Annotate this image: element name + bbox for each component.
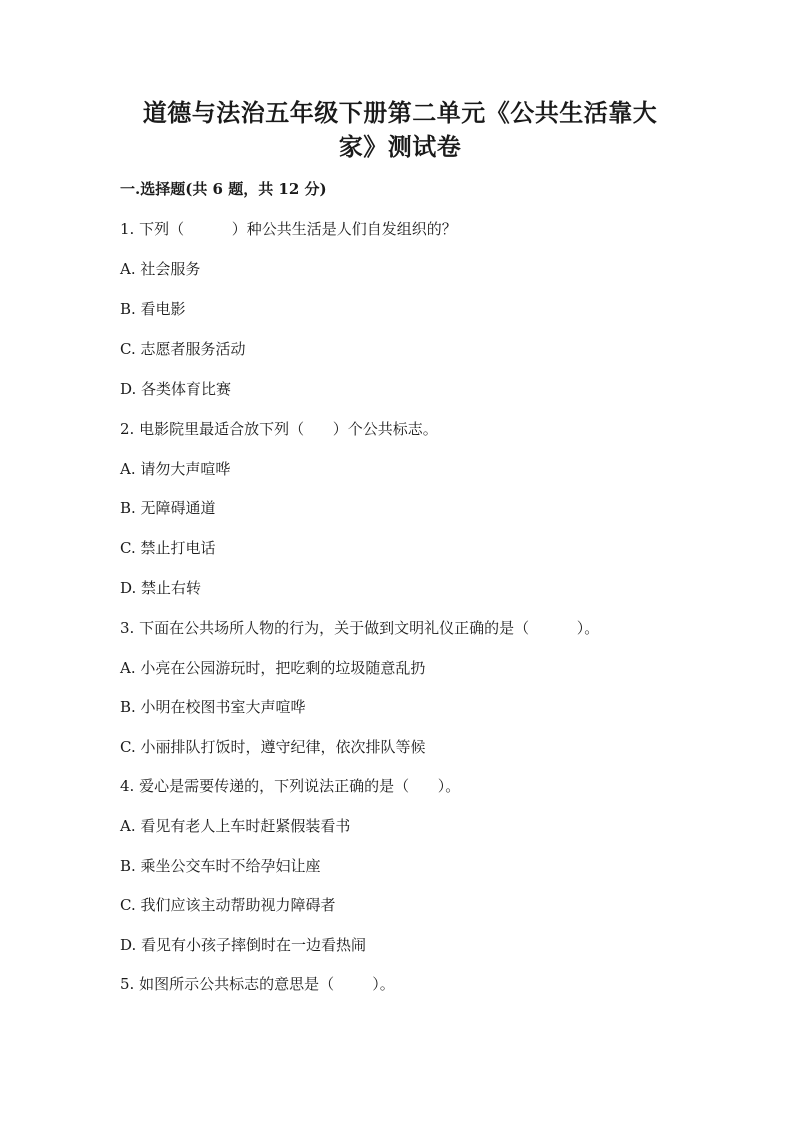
question-3-option-a: A. 小亮在公园游玩时，把吃剩的垃圾随意乱扔	[120, 659, 426, 677]
question-1-stem: 1. 下列（ ）种公共生活是人们自发组织的？	[120, 220, 457, 238]
exam-title-line-1: 道德与法治五年级下册第二单元《公共生活靠大	[142, 98, 658, 127]
question-1-option-a: A. 社会服务	[120, 260, 201, 278]
question-1-option-d: D. 各类体育比赛	[120, 380, 232, 398]
question-2-option-a: A. 请勿大声喧哗	[120, 460, 231, 478]
question-3-option-c: C. 小丽排队打饭时，遵守纪律，依次排队等候	[120, 738, 426, 756]
question-3-option-b: B. 小明在校图书室大声喧哗	[120, 698, 306, 716]
section-heading: 一.选择题(共 6 题，共 12 分)	[120, 180, 327, 198]
question-4-stem: 4. 爱心是需要传递的，下列说法正确的是（ ）。	[120, 777, 461, 795]
question-4-option-c: C. 我们应该主动帮助视力障碍者	[120, 896, 336, 914]
question-4-option-a: A. 看见有老人上车时赶紧假装看书	[120, 817, 351, 835]
question-1-option-c: C. 志愿者服务活动	[120, 340, 246, 358]
question-3-stem: 3. 下面在公共场所人物的行为，关于做到文明礼仪正确的是（ ）。	[120, 619, 600, 637]
question-4-option-b: B. 乘坐公交车时不给孕妇让座	[120, 857, 321, 875]
exam-title-line-2: 家》测试卷	[338, 132, 462, 161]
exam-title	[120, 96, 680, 164]
question-2-stem: 2. 电影院里最适合放下列（ ）个公共标志。	[120, 420, 438, 438]
question-5-stem: 5. 如图所示公共标志的意思是（ ）。	[120, 975, 395, 993]
question-4-option-d: D. 看见有小孩子摔倒时在一边看热闹	[120, 936, 367, 954]
question-2-option-d: D. 禁止右转	[120, 579, 202, 597]
question-2-option-b: B. 无障碍通道	[120, 499, 216, 517]
question-2-option-c: C. 禁止打电话	[120, 539, 216, 557]
question-1-option-b: B. 看电影	[120, 300, 186, 318]
